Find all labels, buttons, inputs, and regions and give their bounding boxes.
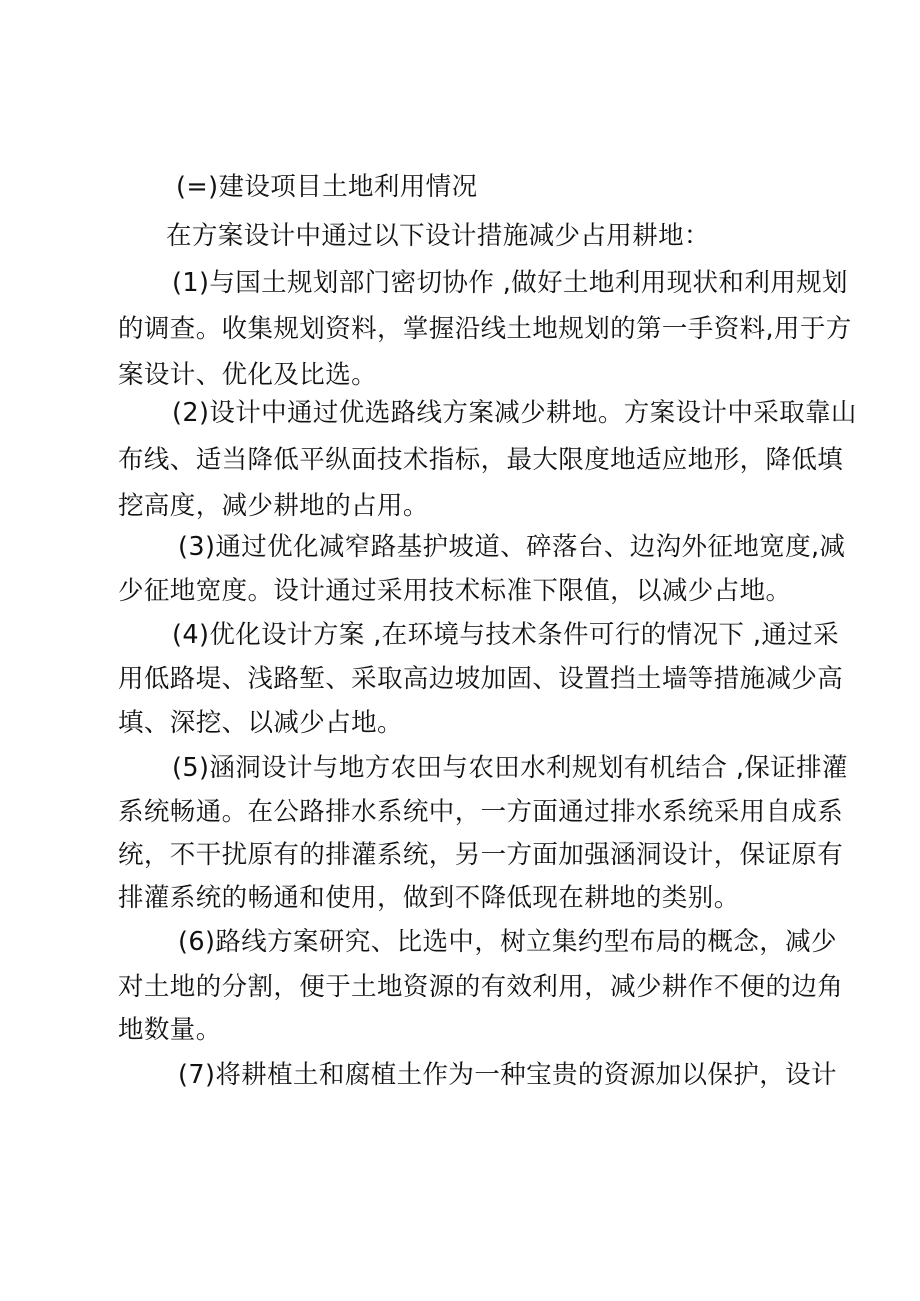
paragraph-line: 排灌系统的畅通和使用，做到不降低现在耕地的类别。 (118, 883, 740, 913)
paragraph-line: 少征地宽度。设计通过采用技术标准下限值，以减少占地。 (118, 576, 792, 606)
paragraph-line: 挖高度，减少耕地的占用。 (118, 491, 429, 521)
paragraph-line: 统，不干扰原有的排灌系统，另一方面加强涵洞设计，保证原有 (118, 840, 844, 870)
paragraph-line: 填、深挖、以减少占地。 (118, 708, 403, 738)
paragraph-line: (1)与国土规划部门密切协作 ,做好土地利用现状和利用规划 (172, 268, 848, 298)
paragraph-line: 地数量。 (118, 1015, 222, 1045)
section-heading: (=)建设项目土地利用情况 (176, 172, 478, 202)
paragraph-line: (3)通过优化减窄路基护坡道、碎落台、边沟外征地宽度,减 (178, 532, 846, 562)
paragraph-line: 系统畅通。在公路排水系统中，一方面通过排水系统采用自成系 (118, 797, 844, 827)
paragraph-line: (6)路线方案研究、比选中，树立集约型布局的概念，减少 (178, 927, 837, 957)
paragraph-line: 布线、适当降低平纵面技术指标，最大限度地适应地形，降低填 (118, 445, 844, 475)
paragraph-line: 的调查。收集规划资料，掌握沿线土地规划的第一手资料,用于方 (118, 314, 852, 344)
paragraph-line: (2)设计中通过优选路线方案减少耕地。方案设计中采取靠山 (172, 398, 857, 428)
intro-paragraph: 在方案设计中通过以下设计措施减少占用耕地： (166, 221, 710, 251)
paragraph-line: 用低路堤、浅路堑、采取高边坡加固、设置挡土墙等措施减少高 (118, 664, 844, 694)
paragraph-line: (4)优化设计方案 ,在环境与技术条件可行的情况下 ,通过采 (172, 620, 840, 650)
paragraph-line: 案设计、优化及比选。 (118, 360, 378, 390)
paragraph-line: (5)涵洞设计与地方农田与农田水利规划有机结合 ,保证排灌 (172, 753, 848, 783)
paragraph-line: 对土地的分割，便于土地资源的有效利用，减少耕作不便的边角 (118, 972, 844, 1002)
paragraph-line: (7)将耕植土和腐植土作为一种宝贵的资源加以保护，设计 (178, 1060, 837, 1090)
